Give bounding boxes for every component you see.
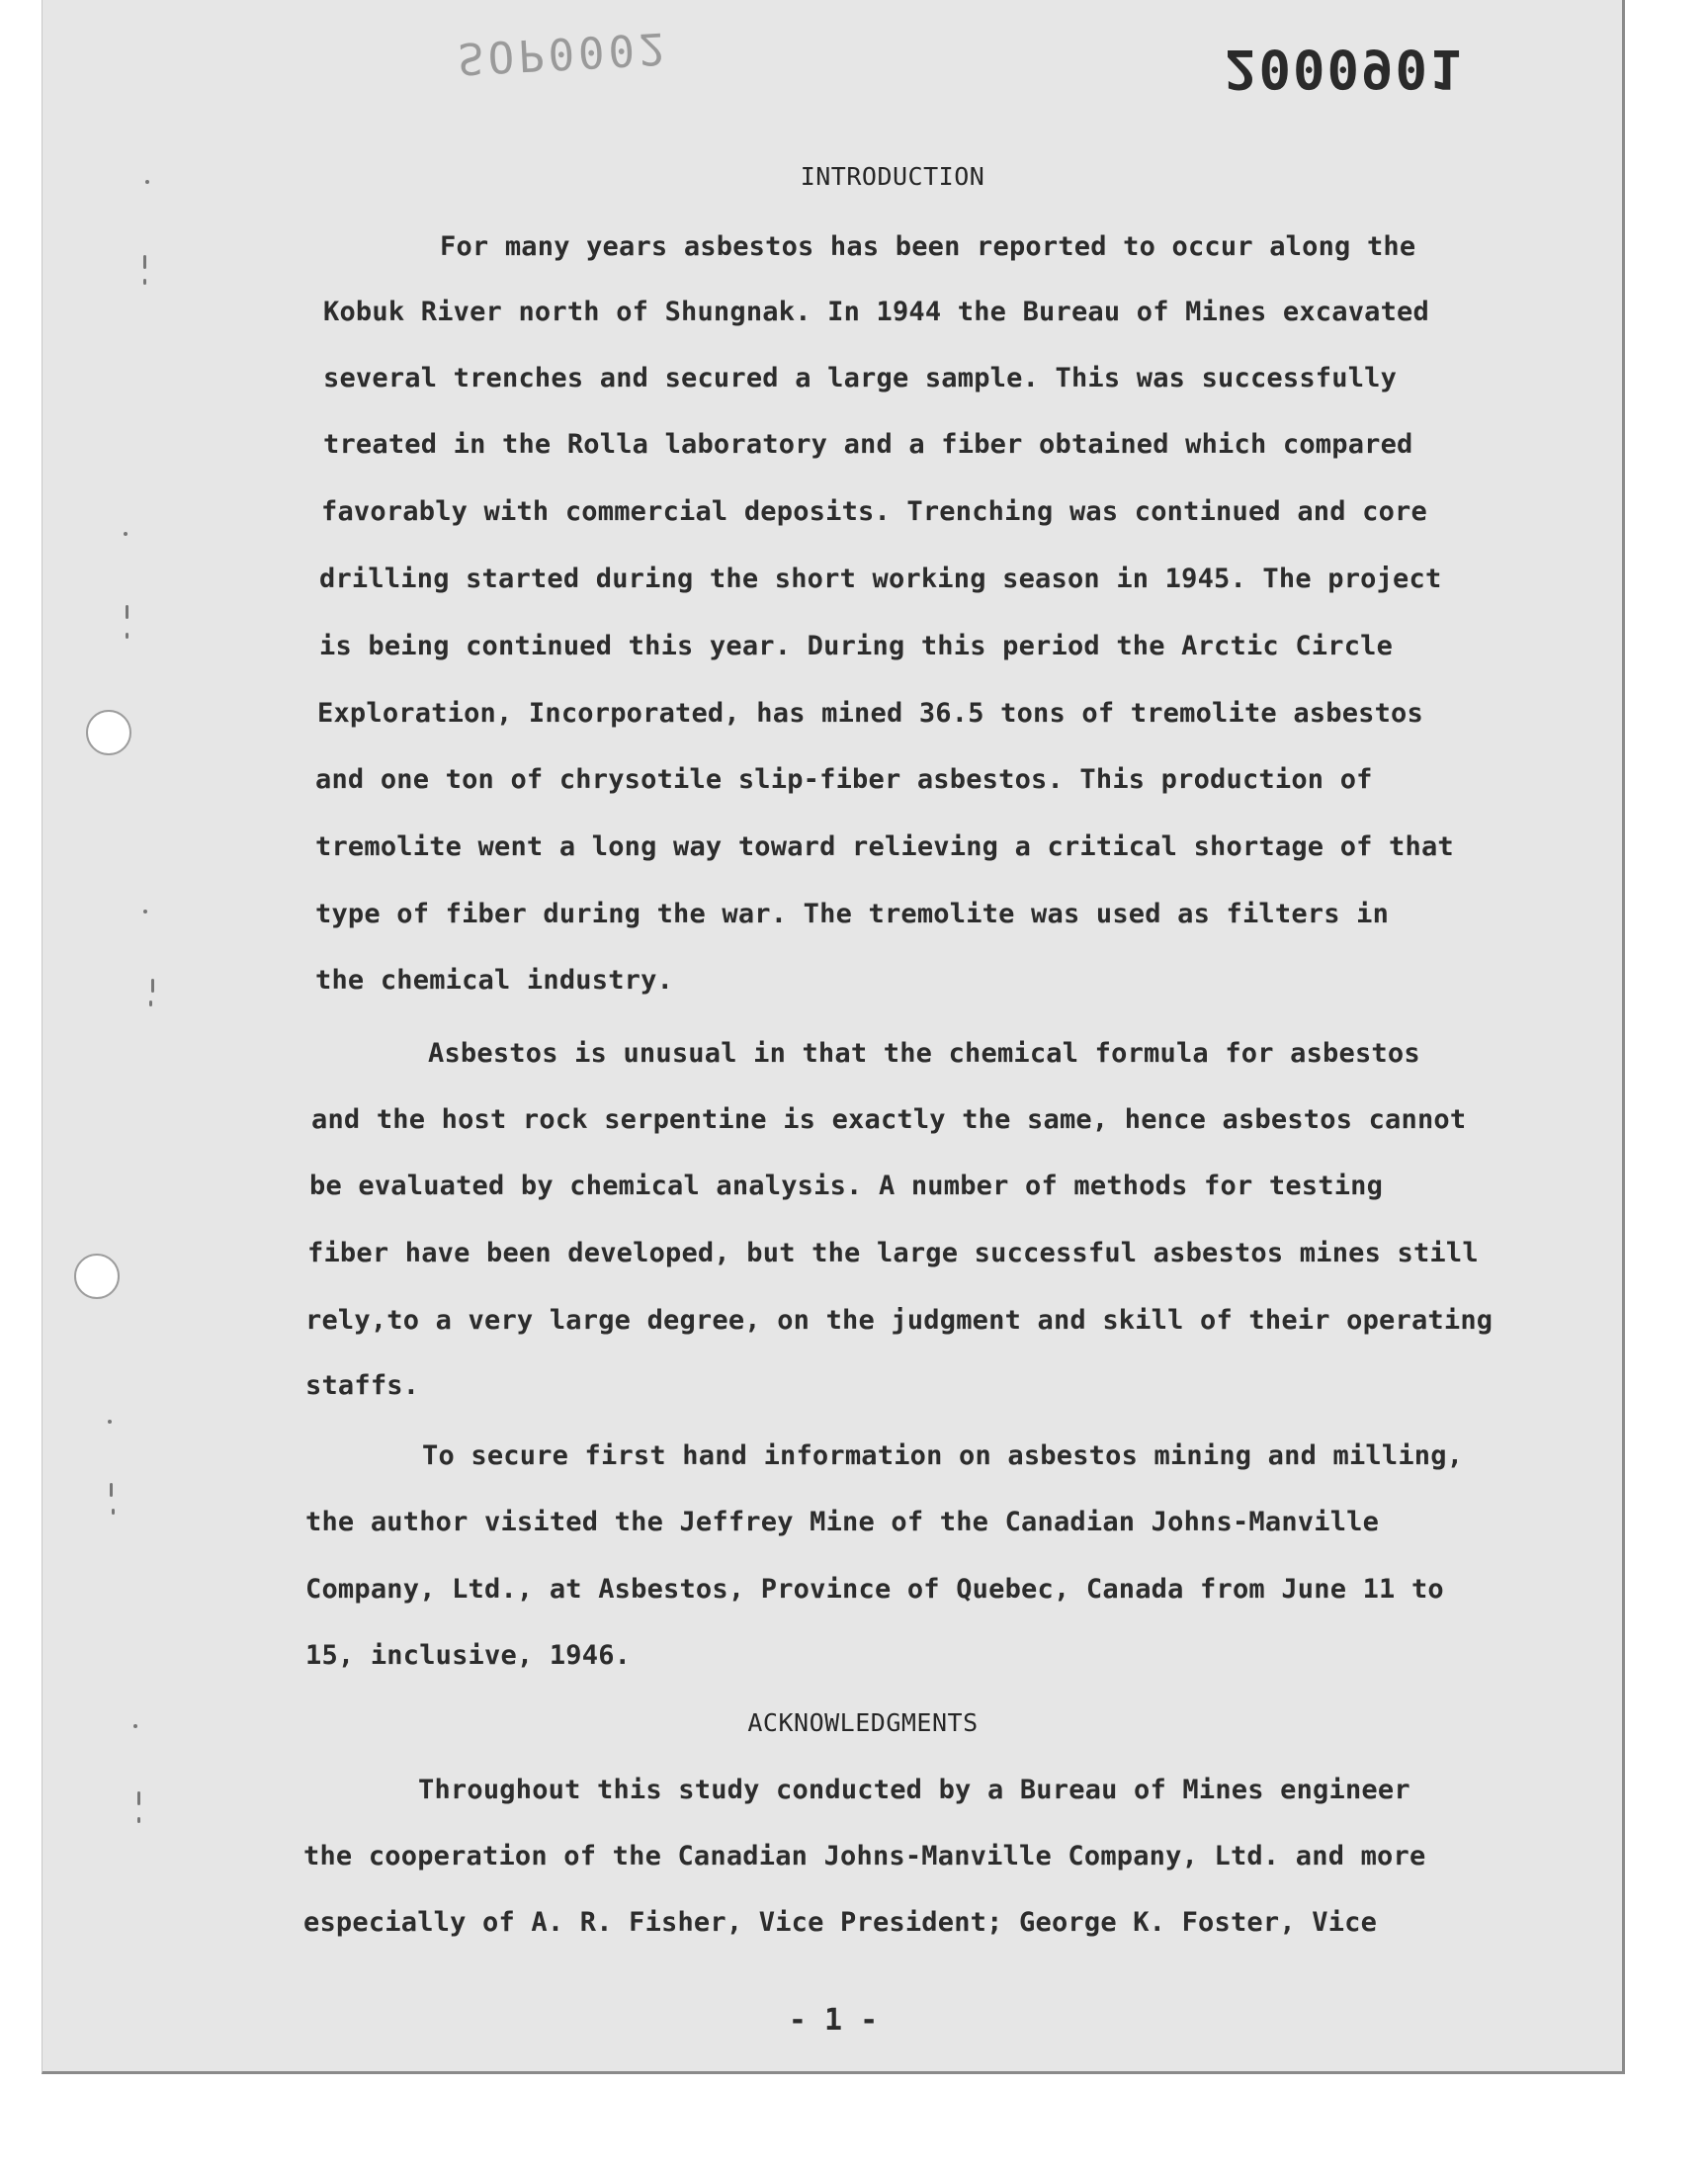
body-text-line: type of fiber during the war. The tremolite was used as filters in (315, 899, 1390, 929)
margin-mark (112, 1509, 115, 1515)
body-text-line: the chemical industry. (315, 965, 674, 996)
page-number: - 1 - (788, 2003, 879, 2038)
body-text-line: Exploration, Incorporated, has mined 36.5 tons of tremolite asbestos (317, 698, 1423, 729)
body-text-line: and the host rock serpentine is exactly the same, hence asbestos cannot (311, 1104, 1467, 1135)
body-text-line: rely,to a very large degree, on the judgment and skill of their operating (305, 1305, 1494, 1336)
document-page (42, 0, 1625, 2074)
margin-mark (133, 1724, 137, 1728)
margin-mark (126, 605, 128, 619)
body-text-line: and one ton of chrysotile slip-fiber asbestos. This production of (315, 764, 1373, 795)
margin-mark (145, 180, 149, 184)
margin-mark (137, 1817, 140, 1823)
margin-mark (151, 979, 154, 993)
punch-hole-bottom (74, 1254, 120, 1299)
body-text-line: the author visited the Jeffrey Mine of the Canadian Johns-Manville (305, 1507, 1380, 1537)
margin-mark (108, 1420, 112, 1424)
body-text-line: especially of A. R. Fisher, Vice President; George K. Foster, Vice (303, 1907, 1378, 1938)
body-text-line: Asbestos is unusual in that the chemical formula for asbestos (428, 1038, 1420, 1069)
body-text-line: 15, inclusive, 1946. (305, 1640, 632, 1671)
body-text-line: fiber have been developed, but the large successful asbestos mines still (307, 1238, 1479, 1268)
body-text-line: favorably with commercial deposits. Trenching was continued and core (321, 496, 1427, 527)
body-text-line: treated in the Rolla laboratory and a fiber obtained which compared (323, 429, 1413, 460)
body-text-line: To secure first hand information on asbestos mining and milling, (422, 1440, 1464, 1471)
body-text-line: the cooperation of the Canadian Johns-Manville Company, Ltd. and more (303, 1841, 1426, 1871)
margin-mark (137, 1791, 140, 1805)
margin-mark (143, 279, 146, 285)
body-text-line: is being continued this year. During this period the Arctic Circle (319, 631, 1394, 661)
serial-stamp-right: 2000901 (1225, 38, 1464, 100)
body-text-line: Company, Ltd., at Asbestos, Province of Quebec, Canada from June 11 to (305, 1574, 1444, 1605)
body-text-line: tremolite went a long way toward relieving a critical shortage of that (315, 831, 1454, 862)
margin-mark (149, 1000, 152, 1006)
margin-mark (143, 255, 146, 269)
body-text-line: Kobuk River north of Shungnak. In 1944 the Bureau of Mines excavated (323, 297, 1429, 327)
body-text-line: staffs. (305, 1370, 420, 1401)
acknowledgments-heading: ACKNOWLEDGMENTS (747, 1708, 979, 1737)
body-text-line: For many years asbestos has been reported to occur along the (440, 231, 1416, 262)
margin-mark (124, 532, 128, 536)
margin-mark (126, 633, 128, 639)
body-text-line: be evaluated by chemical analysis. A number of methods for testing (309, 1171, 1384, 1201)
serial-stamp-left: SOP0002 (456, 22, 670, 84)
introduction-heading: INTRODUCTION (800, 162, 985, 191)
body-text-line: several trenches and secured a large sample. This was successfully (323, 363, 1398, 393)
body-text-line: drilling started during the short working season in 1945. The project (319, 564, 1442, 594)
body-text-line: Throughout this study conducted by a Bureau of Mines engineer (418, 1775, 1410, 1805)
margin-mark (110, 1483, 113, 1497)
margin-mark (143, 910, 147, 914)
punch-hole-top (86, 710, 131, 755)
